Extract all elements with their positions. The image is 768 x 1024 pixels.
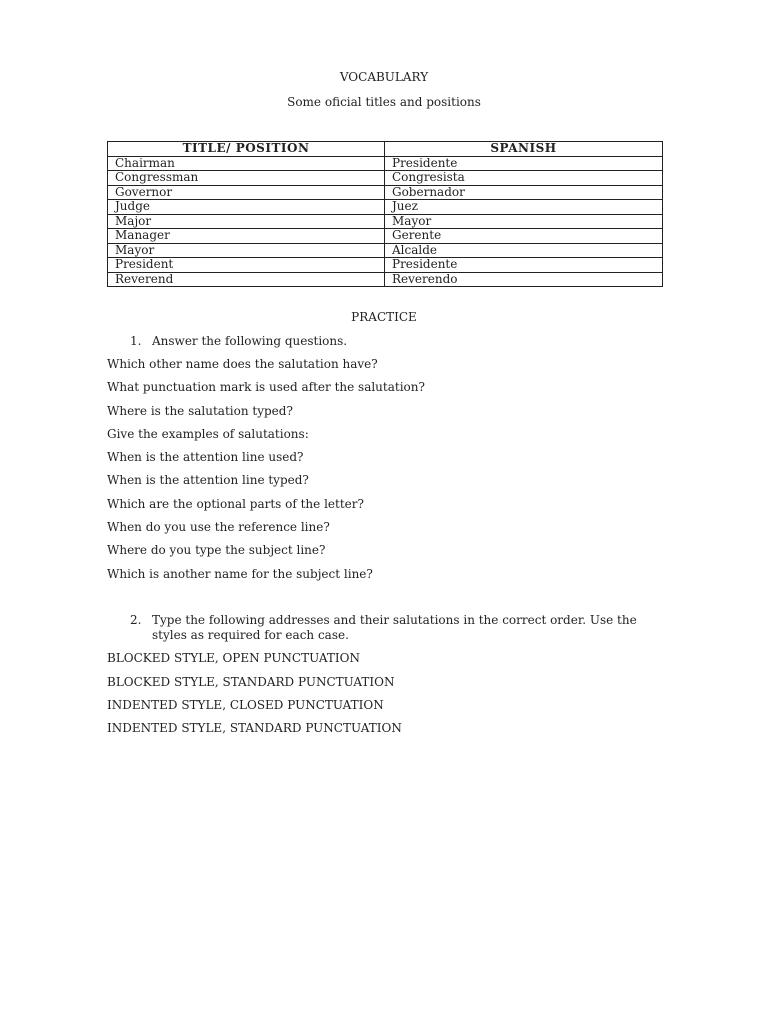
column-header-title-position: TITLE/ POSITION xyxy=(108,142,385,157)
table-row xyxy=(108,156,663,171)
table-cell-spanish: Presidente xyxy=(385,258,663,273)
page-subtitle: Some oficial titles and positions xyxy=(287,95,481,109)
question-line: Which other name does the salutation have? xyxy=(107,357,378,371)
table-cell-spanish: Gobernador xyxy=(385,185,663,200)
table-cell-title: President xyxy=(108,258,385,273)
page-title: VOCABULARY xyxy=(339,70,429,84)
practice-item-1 xyxy=(130,334,347,348)
table-cell-spanish: Reverendo xyxy=(385,272,663,287)
table-row xyxy=(108,171,663,186)
item-number: 2. xyxy=(130,613,142,627)
item-number: 1. xyxy=(130,334,142,348)
table-cell-title: Chairman xyxy=(108,156,385,171)
table-cell-spanish: Alcalde xyxy=(385,243,663,258)
table-cell-title: Manager xyxy=(108,229,385,244)
table-cell-spanish: Congresista xyxy=(385,171,663,186)
table-row xyxy=(108,200,663,215)
question-line: When do you use the reference line? xyxy=(107,520,330,534)
question-line: When is the attention line used? xyxy=(107,450,304,464)
table-cell-spanish: Gerente xyxy=(385,229,663,244)
table-row xyxy=(108,272,663,287)
practice-item-2 xyxy=(130,613,650,643)
table-cell-title: Major xyxy=(108,214,385,229)
style-line: INDENTED STYLE, CLOSED PUNCTUATION xyxy=(107,698,384,712)
table-cell-title: Judge xyxy=(108,200,385,215)
style-line: INDENTED STYLE, STANDARD PUNCTUATION xyxy=(107,721,402,735)
table-row xyxy=(108,185,663,200)
column-header-spanish: SPANISH xyxy=(385,142,663,157)
question-line: Where do you type the subject line? xyxy=(107,543,326,557)
table-cell-title: Congressman xyxy=(108,171,385,186)
question-line: When is the attention line typed? xyxy=(107,473,309,487)
table-row xyxy=(108,243,663,258)
question-line: Where is the salutation typed? xyxy=(107,404,293,418)
table-row xyxy=(108,258,663,273)
table-cell-spanish: Presidente xyxy=(385,156,663,171)
table-cell-spanish: Mayor xyxy=(385,214,663,229)
table-cell-title: Mayor xyxy=(108,243,385,258)
question-line: Which is another name for the subject line? xyxy=(107,567,373,581)
item-text: Answer the following questions. xyxy=(152,334,348,348)
style-line: BLOCKED STYLE, STANDARD PUNCTUATION xyxy=(107,675,395,689)
item-text: Type the following addresses and their salutations in the correct order. Use the styles as required for each case. xyxy=(152,613,637,642)
style-line: BLOCKED STYLE, OPEN PUNCTUATION xyxy=(107,651,360,665)
table-cell-title: Governor xyxy=(108,185,385,200)
vocabulary-table xyxy=(107,141,663,287)
question-line: Give the examples of salutations: xyxy=(107,427,309,441)
table-cell-spanish: Juez xyxy=(385,200,663,215)
table-header-row xyxy=(108,142,663,157)
table-cell-title: Reverend xyxy=(108,272,385,287)
question-line: Which are the optional parts of the letter? xyxy=(107,497,364,511)
table-row xyxy=(108,229,663,244)
table-row xyxy=(108,214,663,229)
practice-heading: PRACTICE xyxy=(351,310,417,324)
question-line: What punctuation mark is used after the salutation? xyxy=(107,380,425,394)
